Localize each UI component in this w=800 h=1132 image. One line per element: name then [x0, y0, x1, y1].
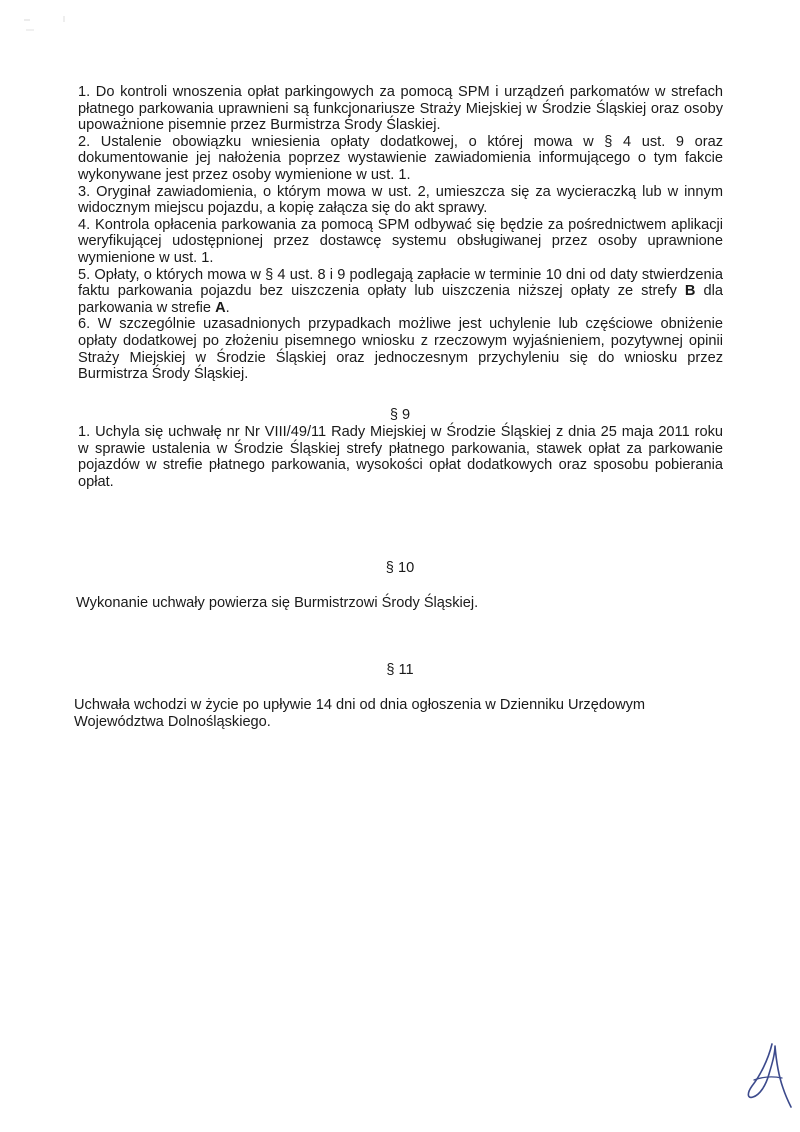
- section-9-paragraph: 1. Uchyla się uchwałę nr Nr VIII/49/11 Rady Miejskiej w Środzie Śląskiej z dnia 25 maja 2011 roku w sprawie ustalenia w Środzie Śląskiej strefy płatnego parkowania, stawek opłat za parkowanie pojazdów w strefie płatnego parkowania, wysokości opłat dodatkowych oraz sposobu pobierania opłat.: [78, 424, 723, 490]
- paragraph-4: 4. Kontrola opłacenia parkowania za pomocą SPM odbywać się będzie za pośrednictwem aplikacji weryfikującej udostępnionej przez dostawcę systemu obsługiwanej przez osoby uprawnione wymienione w ust. 1.: [78, 216, 723, 266]
- faint-scan-mark: [20, 14, 70, 34]
- section-10-text: Wykonanie uchwały powierza się Burmistrzowi Środy Śląskiej.: [76, 595, 479, 611]
- paragraph-5: [78, 267, 723, 317]
- section-8-body: [78, 84, 723, 383]
- section-11-text: Uchwała wchodzi w życie po upływie 14 dni od dnia ogłoszenia w Dzienniku Urzędowym Województwa Dolnośląskiego.: [74, 697, 646, 730]
- paragraph-5-text-end: .: [225, 299, 230, 316]
- paragraph-5-text-middle: dla parkowania w strefie: [78, 283, 723, 316]
- section-11-heading: § 11: [386, 662, 414, 678]
- zone-a-label: A: [215, 299, 226, 316]
- section-9-body: [78, 424, 723, 490]
- zone-b-label: B: [684, 283, 696, 300]
- section-9-heading: § 9: [389, 407, 411, 423]
- paragraph-6: 6. W szczególnie uzasadnionych przypadkach możliwe jest uchylenie lub częściowe obniżenie opłaty dodatkowej po złożeniu pisemnego wniosku z rzeczowym wyjaśnieniem, pozytywnej opinii Straży Miejskiej w Środzie Śląskiej oraz jednoczesnym przychyleniu się do wniosku przez Burmistrza Środy Śląskiej.: [78, 316, 723, 383]
- paragraph-5-text-start: 5. Opłaty, o których mowa w § 4 ust. 8 i 9 podlegają zapłacie w terminie 10 dni od daty stwierdzenia faktu parkowania pojazdu bez uiszczenia opłaty lub uiszczenia niższej opłaty ze strefy: [78, 266, 723, 300]
- paragraph-3: 3. Oryginał zawiadomienia, o którym mowa w ust. 2, umieszcza się za wycieraczką lub w innym widocznym miejscu pojazdu, a kopię załącza się do akt sprawy.: [78, 183, 723, 217]
- initials-signature: [742, 1040, 792, 1110]
- section-10-heading: § 10: [385, 560, 415, 576]
- paragraph-2: 2. Ustalenie obowiązku wniesienia opłaty dodatkowej, o której mowa w § 4 ust. 9 oraz dokumentowanie jej nałożenia poprzez wystawienie zawiadomienia informującego o tym fakcie wykonywane jest przez osoby wymienione w ust. 1.: [78, 133, 723, 183]
- paragraph-1: 1. Do kontroli wnoszenia opłat parkingowych za pomocą SPM i urządzeń parkomatów w strefach płatnego parkowania uprawnieni są funkcjonariusze Straży Miejskiej w Środzie Śląskiej oraz osoby upoważnione pisemnie przez Burmistrza Środy Ślaskiej.: [78, 84, 723, 134]
